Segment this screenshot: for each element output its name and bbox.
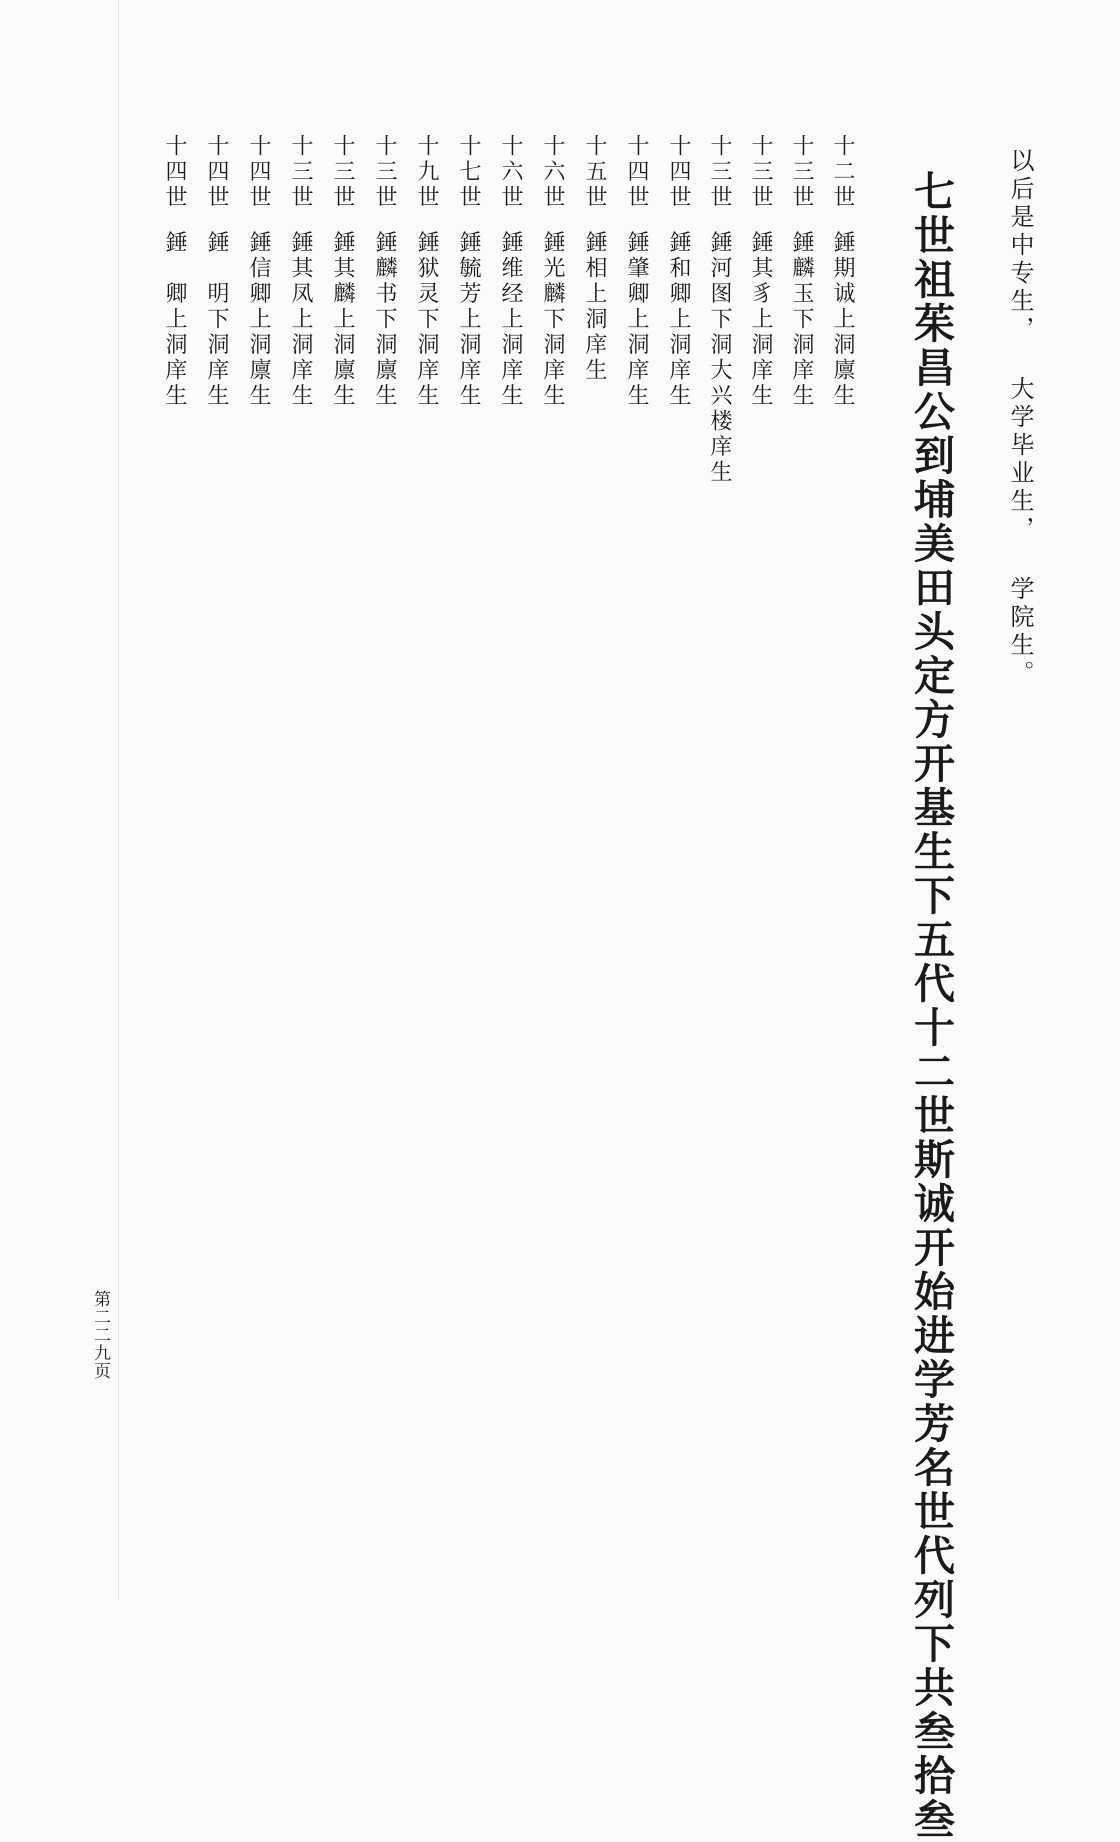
list-item xyxy=(579,134,610,384)
generation: 十四世 xyxy=(666,134,691,211)
generation: 十四世 xyxy=(624,134,649,211)
entry-name: 錘麟书下洞廪生 xyxy=(372,230,397,409)
generation: 十六世 xyxy=(540,134,565,211)
entry-name: 錘 明下洞庠生 xyxy=(204,230,229,409)
entry-name: 錘其豸上洞庠生 xyxy=(748,230,773,409)
entry-name: 錘和卿上洞庠生 xyxy=(666,230,691,409)
intro-text: 以后是中专生， 大学毕业生， 学院生。 xyxy=(1006,148,1034,688)
list-item xyxy=(621,134,652,409)
list-item xyxy=(704,134,735,486)
generation: 十三世 xyxy=(288,134,313,211)
generation: 十三世 xyxy=(372,134,397,211)
entry-name: 錘光麟下洞庠生 xyxy=(540,230,565,409)
generation: 十四世 xyxy=(204,134,229,211)
generation: 十二世 xyxy=(830,134,855,211)
generation: 十三世 xyxy=(748,134,773,211)
entry-name: 錘期诚上洞廪生 xyxy=(830,230,855,409)
list-item xyxy=(285,134,316,409)
generation: 十三世 xyxy=(707,134,732,211)
page-number: 第二二九页 xyxy=(90,1290,110,1380)
list-item xyxy=(159,134,190,409)
generation: 十四世 xyxy=(162,134,187,211)
list-item xyxy=(453,134,484,409)
entry-name: 錘麟玉下洞庠生 xyxy=(789,230,814,409)
list-item xyxy=(495,134,526,409)
entry-name: 錘 卿上洞庠生 xyxy=(162,230,187,409)
list-item xyxy=(663,134,694,409)
generation: 十三世 xyxy=(789,134,814,211)
generation: 十九世 xyxy=(414,134,439,211)
generation: 十六世 xyxy=(498,134,523,211)
entry-name: 錘其麟上洞廪生 xyxy=(330,230,355,409)
generation: 十五世 xyxy=(582,134,607,211)
list-item xyxy=(745,134,776,409)
generation: 十四世 xyxy=(246,134,271,211)
page-title: 七世祖茱昌公到埔美田头定方开基生下五代十二世斯诚开始进学芳名世代列下共叁拾叁 xyxy=(907,170,955,1842)
list-item xyxy=(827,134,858,409)
entry-name: 錘信卿上洞廪生 xyxy=(246,230,271,409)
binding-line xyxy=(118,0,119,1600)
generation: 十七世 xyxy=(456,134,481,211)
entry-name: 錘其凤上洞庠生 xyxy=(288,230,313,409)
entry-name: 錘毓芳上洞庠生 xyxy=(456,230,481,409)
list-item xyxy=(201,134,232,409)
entry-name: 錘狱灵下洞庠生 xyxy=(414,230,439,409)
list-item xyxy=(786,134,817,409)
list-item xyxy=(537,134,568,409)
entry-name: 錘相上洞庠生 xyxy=(582,230,607,384)
entry-name: 錘河图下洞大兴楼庠生 xyxy=(707,230,732,486)
list-item xyxy=(411,134,442,409)
generation: 十三世 xyxy=(330,134,355,211)
entry-name: 錘肇卿上洞庠生 xyxy=(624,230,649,409)
list-item xyxy=(243,134,274,409)
entry-name: 錘维经上洞庠生 xyxy=(498,230,523,409)
list-item xyxy=(327,134,358,409)
list-item xyxy=(369,134,400,409)
